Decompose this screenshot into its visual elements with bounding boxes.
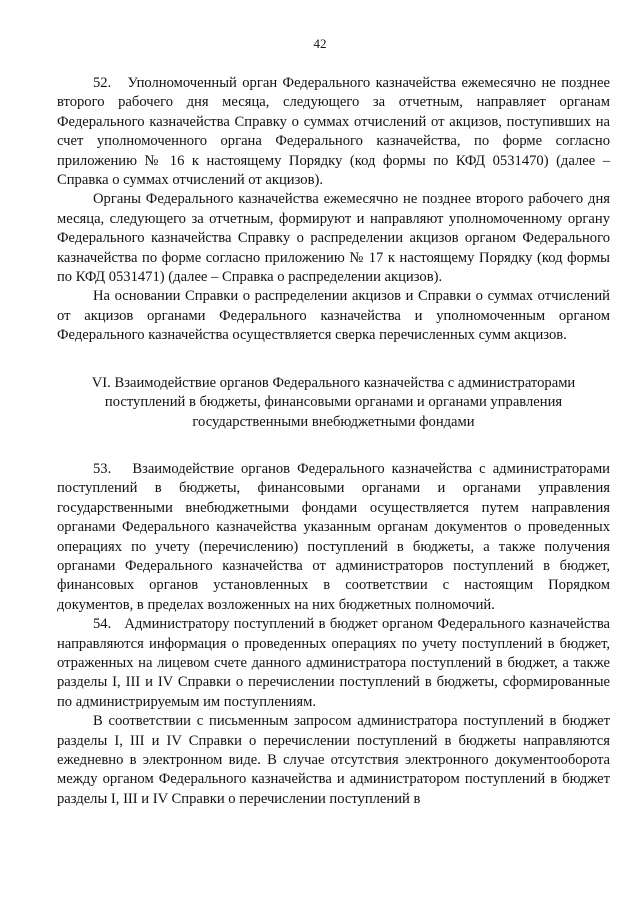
page-number: 42	[313, 36, 327, 51]
section-heading-line-1: VI. Взаимодействие органов Федерального казначейства с администраторами	[91, 374, 576, 391]
paragraph-52: 52. Уполномоченный орган Федерального казначейства ежемесячно не позднее второго рабочего дня месяца, следующего за отчетным, направляет органам Федерального казначейства Справку о суммах отчислений от акцизов, поступивших на счет уполномоченного органа Федерального казначейства, по форме согласно приложению № 16 к настоящему Порядку (код формы по КФД 0531470) (далее – Справка о суммах отчислений от акцизов).	[57, 75, 610, 189]
paragraph-52-reconciliation: На основании Справки о распределении акцизов и Справки о суммах отчислений от акцизов органами Федерального казначейства и уполномоченным органом Федерального казначейства осуществляется сверка перечисленных сумм акцизов.	[57, 288, 610, 344]
paragraph-53: 53. Взаимодействие органов Федерального казначейства с администраторами поступлений в бюджеты, финансовыми органами и органами управления государственными внебюджетными фондами осуществляется путем направления органами Федерального казначейства указанным органам документов о проведенных операциях по учету (перечислению) поступлений в бюджеты, а также получения органами Федерального казначейства от администраторов поступлений в бюджет, финансовых органов установленных в соответствии с настоящим Порядком документов, в пределах возложенных на них бюджетных полномочий.	[57, 460, 610, 613]
section-heading	[57, 374, 610, 432]
document-body	[57, 74, 610, 809]
paragraph-54: 54. Администратору поступлений в бюджет органом Федерального казначейства направляются информация о проведенных операциях по учету поступлений в бюджет, отраженных на лицевом счете данного администратора поступлений в бюджет, а также разделы I, III и IV Справки о перечислении поступлений в бюджеты, сформированные по администрируемым им поступлениям.	[57, 616, 610, 710]
section-heading-line-2: поступлений в бюджеты, финансовыми органами и органами управления	[104, 394, 563, 411]
paragraph-52-organs: Органы Федерального казначейства ежемесячно не позднее второго рабочего дня месяца, следующего за отчетным, формируют и направляют уполномоченному органу Федерального казначейства Справку о распределении акцизов органом Федерального казначейства по форме согласно приложению № 17 к настоящему Порядку (код формы по КФД 0531471) (далее – Справка о распределении акцизов).	[57, 191, 610, 286]
section-heading-line-3: государственными внебюджетными фондами	[192, 413, 475, 430]
paragraph-54-electronic: В соответствии с письменным запросом администратора поступлений в бюджет разделы I, III и IV Справки о перечислении поступлений в бюджеты направляются ежедневно в электронном виде. В случае отсутствия электронного документооборота между органом Федерального казначейства и администратором поступлений в бюджет разделы I, III и IV Справки о перечислении поступлений в	[57, 713, 610, 807]
